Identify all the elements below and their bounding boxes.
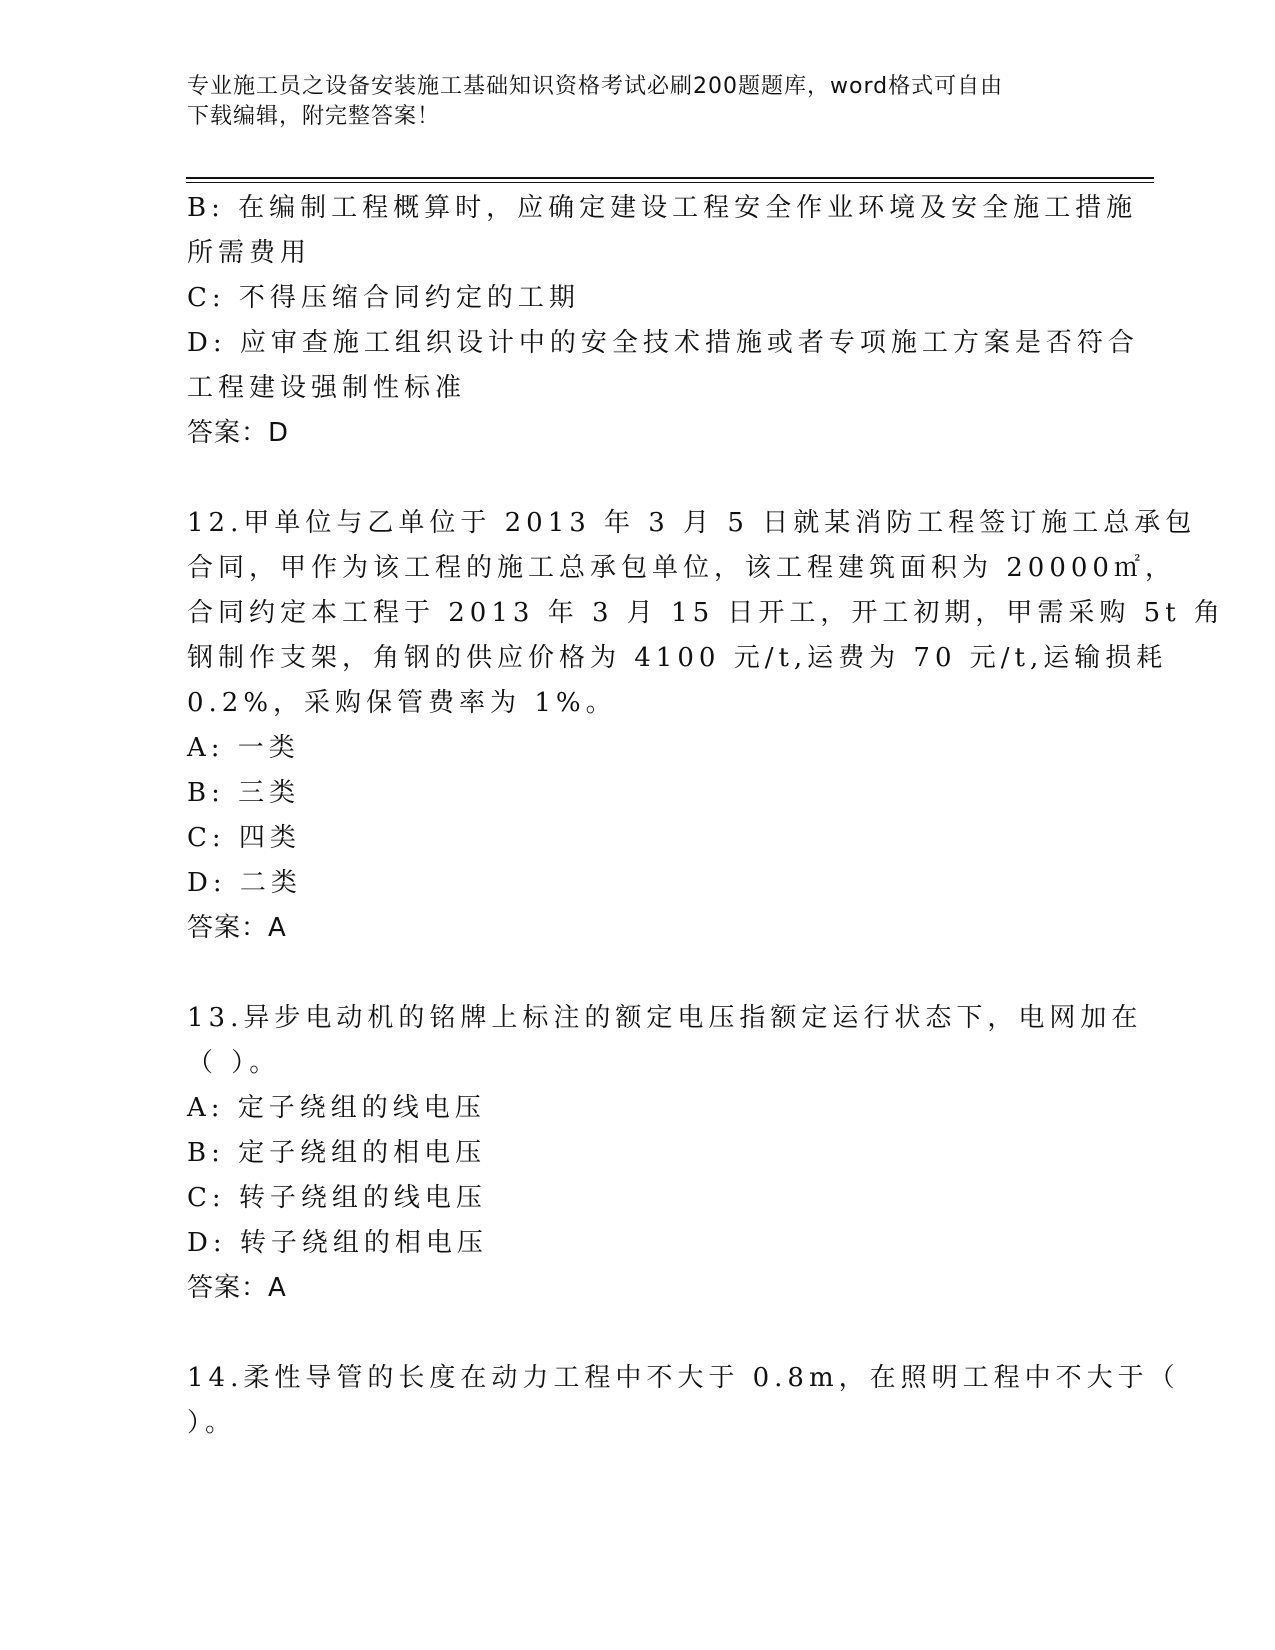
q12-stem-line-4: 钢制作支架，角钢的供应价格为 4100 元/t,运费为 70 元/t,运输损耗	[187, 643, 1168, 673]
header-line-1: 专业施工员之设备安装施工基础知识资格考试必刷200题题库，word格式可自由	[187, 74, 1004, 99]
q12-option-c: C: 四类	[187, 823, 301, 853]
q11-option-b-line-2: 所需费用	[187, 238, 312, 268]
q13-option-b: B: 定子绕组的相电压	[187, 1138, 487, 1168]
q11-option-d-line-2: 工程建设强制性标准	[187, 373, 467, 403]
header-rule-thick	[186, 177, 1154, 179]
spacer	[187, 456, 1087, 501]
question-12-block	[187, 501, 1225, 951]
q13-option-c: C: 转子绕组的线电压	[187, 1183, 487, 1213]
q12-option-b: B: 三类	[187, 778, 301, 808]
q12-stem-line-1: 12.甲单位与乙单位于 2013 年 3 月 5 日就某消防工程签订施工总承包	[187, 508, 1197, 538]
spacer	[187, 951, 1087, 996]
q11-answer: 答案：D	[187, 418, 290, 448]
q13-option-d: D: 转子绕组的相电压	[187, 1228, 488, 1258]
q11-option-c: C: 不得压缩合同约定的工期	[187, 283, 580, 313]
q12-option-d: D: 二类	[187, 868, 302, 898]
header-rule-thin	[186, 182, 1154, 183]
q13-answer: 答案：A	[187, 1273, 287, 1303]
q14-stem-line-2: ）。	[187, 1408, 237, 1438]
spacer	[187, 1311, 1087, 1356]
q12-option-a: A: 一类	[187, 733, 300, 763]
q12-stem-line-3: 合同约定本工程于 2013 年 3 月 15 日开工，开工初期，甲需采购 5t 角	[187, 598, 1225, 628]
q13-stem-line-1: 13.异步电动机的铭牌上标注的额定电压指额定运行状态下，电网加在	[187, 1003, 1143, 1033]
q11-option-d-line-1: D: 应审查施工组织设计中的安全技术措施或者专项施工方案是否符合	[187, 328, 1139, 358]
q12-answer: 答案：A	[187, 913, 287, 943]
q11-option-b-line-1: B: 在编制工程概算时，应确定建设工程安全作业环境及安全施工措施	[187, 193, 1138, 223]
page-header	[187, 72, 1067, 132]
q13-option-a: A: 定子绕组的线电压	[187, 1093, 486, 1123]
q12-stem-line-2: 合同，甲作为该工程的施工总承包单位，该工程建筑面积为 20000㎡，	[187, 553, 1176, 583]
q12-stem-line-5: 0.2%，采购保管费率为 1%。	[187, 688, 617, 718]
q13-stem-line-2: （ ）。	[187, 1048, 281, 1078]
question-content	[187, 186, 1225, 1446]
question-14-block	[187, 1356, 1180, 1446]
question-11-block	[187, 186, 1139, 456]
q14-stem-line-1: 14.柔性导管的长度在动力工程中不大于 0.8m，在照明工程中不大于（	[187, 1363, 1180, 1393]
header-line-2: 下载编辑，附完整答案！	[187, 104, 441, 129]
question-13-block	[187, 996, 1143, 1311]
